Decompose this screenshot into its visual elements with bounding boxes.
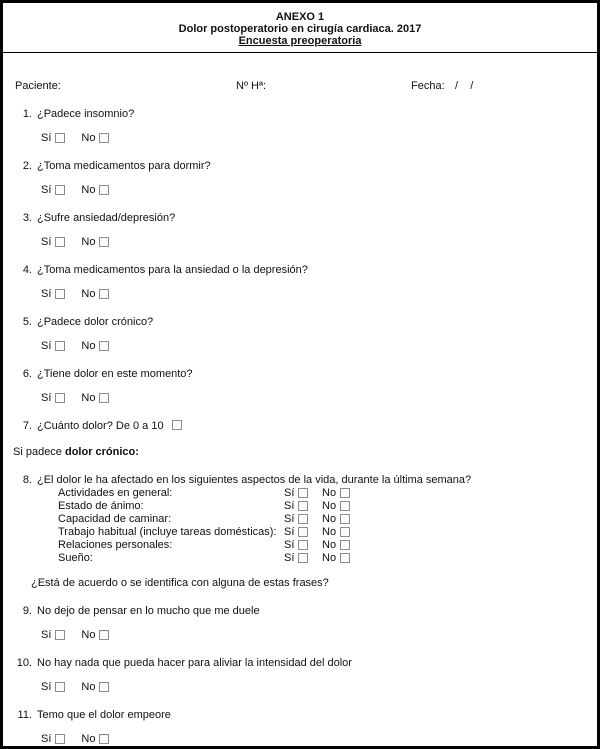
q1-answers: [3, 132, 597, 145]
q11-no-checkbox[interactable]: [99, 734, 109, 744]
q8-aspect-label: Actividades en general:: [58, 487, 173, 499]
question-text: ¿Toma medicamentos para dormir?: [37, 160, 211, 172]
date-slashes: / /: [455, 80, 474, 92]
q8-aspect-label: Trabajo habitual (incluye tareas domésticas):: [58, 526, 277, 538]
question-text: ¿Cuánto dolor? De 0 a 10: [37, 420, 164, 432]
phrases-intro: ¿Está de acuerdo o se identifica con alguna de estas frases?: [31, 577, 329, 589]
q8-item-4-no-checkbox[interactable]: [340, 527, 350, 537]
yes-label: Sí: [41, 184, 52, 196]
patient-info-row: [3, 80, 597, 93]
question-text: ¿Tiene dolor en este momento?: [37, 368, 193, 380]
question-7: [3, 420, 597, 433]
question-text: ¿Padece insomnio?: [37, 108, 135, 120]
yes-label: Sí: [41, 132, 52, 144]
q11-yes-checkbox[interactable]: [55, 734, 65, 744]
question-number: 6.: [22, 368, 32, 380]
yes-label: Sí: [41, 733, 52, 745]
question-2: [3, 160, 597, 173]
q8-item-3-yes-checkbox[interactable]: [298, 514, 308, 524]
question-4: [3, 264, 597, 277]
q8-item-5-no-checkbox[interactable]: [340, 540, 350, 550]
yes-label: Sí: [284, 487, 295, 499]
no-label: No: [322, 487, 337, 499]
q5-yes-checkbox[interactable]: [55, 341, 65, 351]
q5-answers: [3, 340, 597, 353]
no-label: No: [81, 629, 96, 641]
q8-aspect-row: [58, 526, 597, 539]
q8-aspect-yes: [284, 552, 322, 565]
q4-yes-checkbox[interactable]: [55, 289, 65, 299]
question-6: [3, 368, 597, 381]
q8-aspect-list: [3, 487, 597, 565]
question-10: [3, 657, 597, 670]
q10-answers: [3, 681, 597, 694]
q8-aspect-yes: [284, 539, 322, 552]
yes-label: Sí: [41, 236, 52, 248]
question-text: ¿Padece dolor crónico?: [37, 316, 154, 328]
q1-no-checkbox[interactable]: [99, 133, 109, 143]
question-number: 3.: [22, 212, 32, 224]
question-text: No hay nada que pueda hacer para aliviar la intensidad del dolor: [37, 657, 352, 669]
q8-item-2-no-checkbox[interactable]: [340, 501, 350, 511]
q6-yes-checkbox[interactable]: [55, 393, 65, 403]
question-number: 5.: [22, 316, 32, 328]
q8-aspect-label: Estado de ánimo:: [58, 500, 144, 512]
yes-label: Sí: [41, 629, 52, 641]
no-label: No: [322, 500, 337, 512]
q11-answers: [3, 733, 597, 746]
q8-aspect-no: [322, 513, 362, 526]
patient-label: Paciente:: [15, 80, 61, 92]
form-title: ANEXO 1: [275, 11, 325, 23]
q3-yes-checkbox[interactable]: [55, 237, 65, 247]
q8-item-4-yes-checkbox[interactable]: [298, 527, 308, 537]
q3-no-checkbox[interactable]: [99, 237, 109, 247]
section-intro-bold: dolor crónico:: [64, 446, 139, 458]
q9-answers: [3, 629, 597, 642]
question-text: No dejo de pensar en lo mucho que me duele: [37, 605, 260, 617]
form-subtitle: Dolor postoperatorio en cirugía cardiaca. 2017: [178, 23, 422, 35]
section-intro-prefix: Si padece: [13, 446, 65, 458]
q8-aspect-yes: [284, 513, 322, 526]
question-number: 1.: [22, 108, 32, 120]
q8-aspect-row: [58, 539, 597, 552]
q8-item-6-no-checkbox[interactable]: [340, 553, 350, 563]
q8-item-6-yes-checkbox[interactable]: [298, 553, 308, 563]
question-text: Temo que el dolor empeore: [37, 709, 171, 721]
no-label: No: [322, 539, 337, 551]
question-3: [3, 212, 597, 225]
question-1: [3, 108, 597, 121]
q8-aspect-label: Sueño:: [58, 552, 93, 564]
question-5: [3, 316, 597, 329]
no-label: No: [322, 513, 337, 525]
question-number: 8.: [22, 474, 32, 486]
q8-item-2-yes-checkbox[interactable]: [298, 501, 308, 511]
q8-aspect-no: [322, 500, 362, 513]
no-label: No: [322, 552, 337, 564]
yes-label: Sí: [41, 392, 52, 404]
q8-item-1-yes-checkbox[interactable]: [298, 488, 308, 498]
no-label: No: [81, 392, 96, 404]
form-subtitle-2: Encuesta preoperatoria: [238, 35, 362, 47]
q8-aspect-no: [322, 539, 362, 552]
chronic-pain-section-intro: [3, 446, 597, 459]
no-label: No: [81, 288, 96, 300]
no-label: No: [81, 681, 96, 693]
yes-label: Sí: [284, 500, 295, 512]
q2-yes-checkbox[interactable]: [55, 185, 65, 195]
question-number: 11.: [17, 709, 32, 721]
no-label: No: [322, 526, 337, 538]
q10-yes-checkbox[interactable]: [55, 682, 65, 692]
q8-aspect-row: [58, 500, 597, 513]
question-text: ¿Sufre ansiedad/depresión?: [37, 212, 176, 224]
q10-no-checkbox[interactable]: [99, 682, 109, 692]
q8-aspect-no: [322, 487, 362, 500]
question-number: 7.: [22, 420, 32, 432]
q7-pain-score-box[interactable]: [172, 420, 182, 430]
q8-item-1-no-checkbox[interactable]: [340, 488, 350, 498]
q8-aspect-label: Relaciones personales:: [58, 539, 173, 551]
q8-aspect-yes: [284, 500, 322, 513]
q1-yes-checkbox[interactable]: [55, 133, 65, 143]
q3-answers: [3, 236, 597, 249]
question-number: 2.: [22, 160, 32, 172]
question-number: 9.: [22, 605, 32, 617]
question-number: 10.: [16, 657, 32, 669]
no-label: No: [81, 184, 96, 196]
yes-label: Sí: [41, 340, 52, 352]
header-divider: [3, 52, 597, 53]
q2-no-checkbox[interactable]: [99, 185, 109, 195]
q8-aspect-no: [322, 552, 362, 565]
q8-aspect-row: [58, 513, 597, 526]
question-11: [3, 709, 597, 722]
q6-no-checkbox[interactable]: [99, 393, 109, 403]
q8-item-5-yes-checkbox[interactable]: [298, 540, 308, 550]
no-label: No: [81, 733, 96, 745]
q2-answers: [3, 184, 597, 197]
q4-answers: [3, 288, 597, 301]
yes-label: Sí: [41, 288, 52, 300]
q6-answers: [3, 392, 597, 405]
date-label: Fecha:: [411, 80, 445, 92]
q8-aspect-row: [58, 487, 597, 500]
q4-no-checkbox[interactable]: [99, 289, 109, 299]
q8-aspect-label: Capacidad de caminar:: [58, 513, 172, 525]
q9-no-checkbox[interactable]: [99, 630, 109, 640]
q5-no-checkbox[interactable]: [99, 341, 109, 351]
q8-aspect-row: [58, 552, 597, 565]
yes-label: Sí: [284, 539, 295, 551]
yes-label: Sí: [284, 552, 295, 564]
yes-label: Sí: [284, 526, 295, 538]
no-label: No: [81, 236, 96, 248]
record-number-label: Nº Hª:: [236, 80, 267, 92]
form-header: [3, 3, 597, 47]
yes-label: Sí: [284, 513, 295, 525]
question-9: [3, 605, 597, 618]
q8-aspect-yes: [284, 487, 322, 500]
yes-label: Sí: [41, 681, 52, 693]
q8-item-3-no-checkbox[interactable]: [340, 514, 350, 524]
q8-aspect-no: [322, 526, 362, 539]
question-8: [3, 474, 597, 487]
question-text: ¿Toma medicamentos para la ansiedad o la depresión?: [37, 264, 308, 276]
q8-aspect-yes: [284, 526, 322, 539]
no-label: No: [81, 340, 96, 352]
q9-yes-checkbox[interactable]: [55, 630, 65, 640]
question-text: ¿El dolor le ha afectado en los siguientes aspectos de la vida, durante la última semana?: [37, 474, 472, 486]
no-label: No: [81, 132, 96, 144]
question-number: 4.: [22, 264, 32, 276]
